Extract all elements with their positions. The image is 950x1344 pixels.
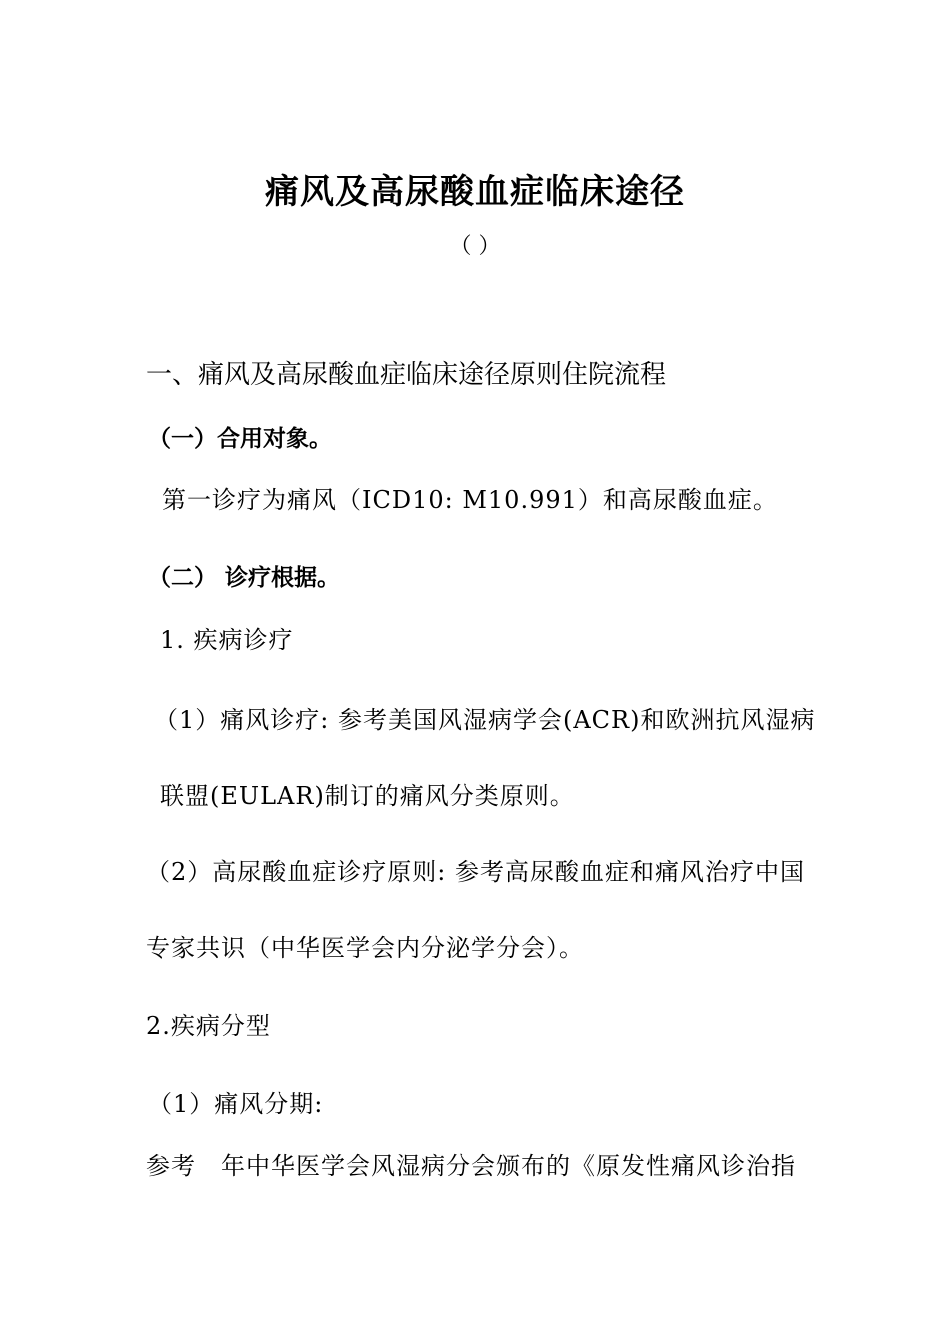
- paragraph-scope: 第一诊疗为痛风（ICD10: M10.991）和高尿酸血症。: [162, 486, 778, 514]
- document-title: 痛风及高尿酸血症临床途径: [265, 172, 685, 212]
- subsection-heading-1: （一）合用对象。: [148, 426, 332, 452]
- paragraph-hyperuricemia-line2: 专家共识（中华医学会内分泌学分会）。: [146, 934, 584, 962]
- section-heading-1: 一、痛风及高尿酸血症临床途径原则住院流程: [146, 360, 667, 390]
- subsection-heading-2: （二） 诊疗根据。: [148, 565, 341, 591]
- item-heading-2-1: （1）痛风分期:: [148, 1090, 324, 1118]
- paragraph-gout-diagnosis-line2: 联盟(EULAR)制订的痛风分类原则。: [160, 782, 575, 810]
- document-subtitle: （ ）: [449, 234, 501, 259]
- paragraph-gout-staging-line1: 参考 年中华医学会风湿病分会颁布的《原发性痛风诊治指: [146, 1152, 796, 1180]
- paragraph-hyperuricemia-line1: （2）高尿酸血症诊疗原则: 参考高尿酸血症和痛风治疗中国: [146, 858, 805, 886]
- item-heading-2: 2.疾病分型: [146, 1012, 271, 1040]
- paragraph-gout-diagnosis-line1: （1）痛风诊疗: 参考美国风湿病学会(ACR)和欧洲抗风湿病: [154, 706, 816, 734]
- item-heading-1: 1. 疾病诊疗: [160, 626, 294, 654]
